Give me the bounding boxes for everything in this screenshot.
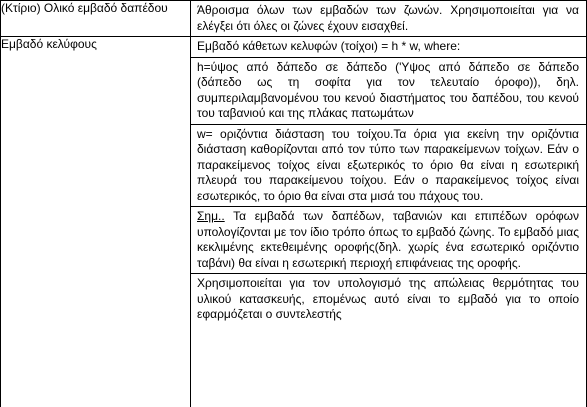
definition-text: Άθροισμα όλων των εμβαδών των ζωνών. Χρησιμοποιείται για να ελέγξει ότι όλες οι ζώνες έχουν εισαχθεί. [197,3,579,33]
note-label: Σημ.. [197,209,225,223]
definition-cell-envelope-area [191,37,587,407]
table-row [1,37,587,407]
formula-text: Εμβαδό κάθετων κελυφών (τοίχοι) = h * w, where: [197,39,461,53]
term-label: Εμβαδό κελύφους [1,37,97,51]
term-cell-envelope-area [1,37,191,407]
term-cell-total-floor-area [1,1,191,37]
usage-paragraph: Χρησιμοποιείται για τον υπολογισμό της απώλειας θερμότητας του υλικού κατασκευής, επομένως αυτό είναι το εμβαδό για το οποίο εφαρμόζεται ο συντελεστής [191,273,586,325]
note-paragraph [191,206,586,273]
table-row [1,1,587,37]
width-definition: w= οριζόντια διάσταση του τοίχου.Τα όρια για εκείνη την οριζόντια διάσταση καθορίζονται από τον τύπο των παρακείμενων τοίχων. Εάν ο παρακείμενος τοίχος είναι εξωτερικός το όριο θα είναι η εσωτερική πλευρά του παρακείμενου τοίχου. Εάν ο παρακείμενος τοίχος είναι εσωτερικός, το όριο θα είναι στα μισά του πάχους του. [191,124,586,207]
height-definition: h=ύψος από δάπεδο σε δάπεδο ('Υψος από δάπεδο σε δάπεδο (δάπεδο ως τη σοφίτα για τον τελευταίο όροφο)), δηλ. συμπεριλαμβανομένου του κενού διαστήματος του δαπέδου, του κενού του ταβανιού και της πλάκας πατωμάτων [191,57,586,124]
definition-cell-total-floor-area [191,1,587,37]
term-label: (Κτίριο) Ολικό εμβαδό δαπέδου [1,1,168,15]
note-text: Τα εμβαδά των δαπέδων, ταβανιών και επιπέδων ορόφων υπολογίζονται με τον ίδιο τρόπο όπως το εμβαδό ζώνης. Το εμβαδό μιας κεκλιμένης εκτεθειμένης οροφής(δηλ. χωρίς ένα εσωτερικό οριζόντιο ταβάνι) θα είναι η εσωτερική περιοχή επιφάνειας της οροφής. [197,209,579,270]
